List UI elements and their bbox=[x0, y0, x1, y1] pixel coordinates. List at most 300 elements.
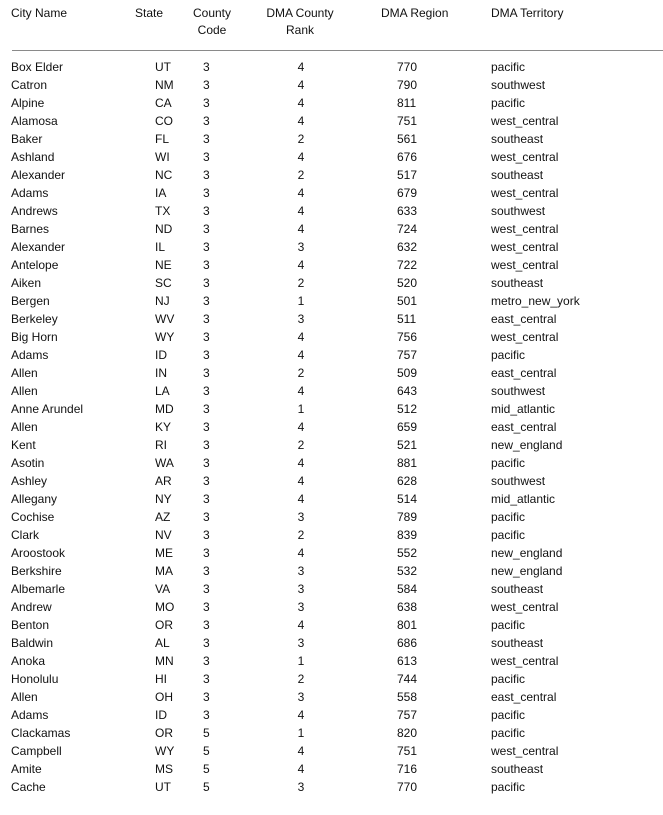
cell-state: HI bbox=[155, 672, 167, 686]
cell-city-name: Allen bbox=[11, 420, 38, 434]
table-row bbox=[0, 112, 663, 130]
table-row bbox=[0, 454, 663, 472]
cell-city-name: Andrew bbox=[11, 600, 52, 614]
cell-dma-region: 512 bbox=[397, 402, 418, 416]
cell-dma-territory: southeast bbox=[491, 132, 544, 146]
cell-dma-region: 638 bbox=[397, 600, 418, 614]
cell-city-name: Campbell bbox=[11, 744, 62, 758]
cell-dma-region: 790 bbox=[397, 78, 418, 92]
cell-dma-territory: east_central bbox=[491, 366, 557, 380]
cell-state: AZ bbox=[155, 510, 171, 524]
cell-county-code: 3 bbox=[203, 564, 210, 578]
cell-state: MN bbox=[155, 654, 174, 668]
cell-dma-county-rank: 4 bbox=[297, 384, 305, 398]
cell-state: CO bbox=[155, 114, 173, 128]
cell-dma-county-rank: 2 bbox=[297, 438, 305, 452]
cell-city-name: Baldwin bbox=[11, 636, 54, 650]
cell-dma-county-rank: 2 bbox=[297, 168, 305, 182]
table-row bbox=[0, 742, 663, 760]
cell-dma-county-rank: 4 bbox=[297, 114, 305, 128]
cell-dma-county-rank: 4 bbox=[297, 492, 305, 506]
cell-county-code: 3 bbox=[203, 708, 210, 722]
cell-dma-region: 628 bbox=[397, 474, 418, 488]
header-dma-region: DMA Region bbox=[381, 6, 449, 20]
cell-dma-territory: west_central bbox=[491, 240, 559, 254]
cell-dma-county-rank: 4 bbox=[297, 456, 305, 470]
cell-dma-region: 789 bbox=[397, 510, 418, 524]
table-row bbox=[0, 670, 663, 688]
cell-state: ND bbox=[155, 222, 173, 236]
cell-dma-region: 881 bbox=[397, 456, 418, 470]
cell-dma-county-rank: 3 bbox=[297, 510, 305, 524]
header-rank-line2: Rank bbox=[285, 23, 314, 37]
table-row bbox=[0, 418, 663, 436]
table-row bbox=[0, 94, 663, 112]
cell-state: UT bbox=[155, 780, 171, 794]
cell-county-code: 3 bbox=[203, 294, 210, 308]
cell-dma-county-rank: 4 bbox=[297, 204, 305, 218]
cell-dma-county-rank: 3 bbox=[297, 636, 305, 650]
cell-dma-territory: southeast bbox=[491, 582, 544, 596]
cell-state: LA bbox=[155, 384, 170, 398]
cell-city-name: Andrews bbox=[11, 204, 58, 218]
table-row bbox=[0, 382, 663, 400]
cell-dma-county-rank: 4 bbox=[297, 60, 305, 74]
cell-dma-county-rank: 4 bbox=[297, 546, 305, 560]
cell-dma-territory: pacific bbox=[491, 60, 526, 74]
table-row bbox=[0, 490, 663, 508]
cell-county-code: 3 bbox=[203, 204, 210, 218]
table-row bbox=[0, 364, 663, 382]
cell-dma-county-rank: 4 bbox=[297, 762, 305, 776]
cell-state: NM bbox=[155, 78, 174, 92]
cell-state: MS bbox=[155, 762, 173, 776]
cell-state: UT bbox=[155, 60, 171, 74]
cell-county-code: 3 bbox=[203, 618, 210, 632]
cell-city-name: Anne Arundel bbox=[11, 402, 84, 416]
cell-state: WV bbox=[155, 312, 175, 326]
cell-city-name: Box Elder bbox=[11, 60, 64, 74]
cell-county-code: 3 bbox=[203, 510, 210, 524]
cell-dma-territory: pacific bbox=[491, 96, 526, 110]
cell-county-code: 5 bbox=[203, 762, 210, 776]
cell-county-code: 3 bbox=[203, 114, 210, 128]
cell-dma-territory: west_central bbox=[491, 330, 559, 344]
cell-state: FL bbox=[155, 132, 170, 146]
table-row bbox=[0, 184, 663, 202]
cell-dma-region: 676 bbox=[397, 150, 418, 164]
header-county-code-line2: Code bbox=[197, 23, 227, 37]
cell-county-code: 3 bbox=[203, 312, 210, 326]
cell-dma-region: 716 bbox=[397, 762, 418, 776]
cell-county-code: 3 bbox=[203, 258, 210, 272]
cell-dma-county-rank: 1 bbox=[297, 294, 305, 308]
cell-state: RI bbox=[155, 438, 167, 452]
table-row bbox=[0, 148, 663, 166]
cell-county-code: 3 bbox=[203, 654, 210, 668]
table-row bbox=[0, 580, 663, 598]
cell-dma-territory: east_central bbox=[491, 312, 557, 326]
cell-dma-county-rank: 4 bbox=[297, 258, 305, 272]
cell-dma-county-rank: 3 bbox=[297, 780, 305, 794]
cell-state: OH bbox=[155, 690, 173, 704]
cell-dma-county-rank: 4 bbox=[297, 222, 305, 236]
cell-state: SC bbox=[155, 276, 172, 290]
cell-dma-region: 613 bbox=[397, 654, 418, 668]
cell-state: TX bbox=[155, 204, 171, 218]
cell-state: WY bbox=[155, 330, 175, 344]
cell-dma-territory: pacific bbox=[491, 456, 526, 470]
cell-state: KY bbox=[155, 420, 172, 434]
cell-city-name: Barnes bbox=[11, 222, 50, 236]
cell-state: AL bbox=[155, 636, 170, 650]
table-row bbox=[0, 328, 663, 346]
cell-dma-territory: mid_atlantic bbox=[491, 402, 556, 416]
cell-state: IA bbox=[155, 186, 167, 200]
cell-county-code: 5 bbox=[203, 780, 210, 794]
cell-dma-county-rank: 2 bbox=[297, 672, 305, 686]
header-dma-county-rank bbox=[260, 5, 340, 39]
cell-dma-territory: new_england bbox=[491, 438, 563, 452]
cell-dma-region: 744 bbox=[397, 672, 418, 686]
cell-county-code: 3 bbox=[203, 60, 210, 74]
cell-state: IN bbox=[155, 366, 167, 380]
cell-dma-county-rank: 4 bbox=[297, 78, 305, 92]
cell-state: MD bbox=[155, 402, 174, 416]
cell-county-code: 3 bbox=[203, 438, 210, 452]
table-row bbox=[0, 616, 663, 634]
table-row bbox=[0, 76, 663, 94]
cell-dma-territory: new_england bbox=[491, 546, 563, 560]
header-city-name: City Name bbox=[11, 6, 68, 20]
table-row bbox=[0, 544, 663, 562]
cell-city-name: Allen bbox=[11, 366, 38, 380]
cell-city-name: Clark bbox=[11, 528, 40, 542]
cell-dma-territory: west_central bbox=[491, 600, 559, 614]
cell-dma-region: 811 bbox=[397, 96, 417, 110]
cell-county-code: 3 bbox=[203, 132, 210, 146]
cell-dma-region: 561 bbox=[397, 132, 418, 146]
cell-county-code: 3 bbox=[203, 222, 210, 236]
cell-city-name: Allegany bbox=[11, 492, 58, 506]
cell-dma-region: 751 bbox=[397, 114, 418, 128]
table-row bbox=[0, 310, 663, 328]
cell-city-name: Allen bbox=[11, 690, 38, 704]
cell-county-code: 3 bbox=[203, 168, 210, 182]
cell-county-code: 3 bbox=[203, 240, 210, 254]
cell-state: MA bbox=[155, 564, 173, 578]
cell-dma-county-rank: 4 bbox=[297, 150, 305, 164]
cell-state: ID bbox=[155, 348, 167, 362]
cell-dma-territory: pacific bbox=[491, 510, 526, 524]
cell-dma-county-rank: 3 bbox=[297, 600, 305, 614]
cell-dma-county-rank: 4 bbox=[297, 618, 305, 632]
cell-dma-county-rank: 3 bbox=[297, 564, 305, 578]
table-row bbox=[0, 256, 663, 274]
cell-city-name: Adams bbox=[11, 708, 49, 722]
table-row bbox=[0, 436, 663, 454]
cell-dma-territory: new_england bbox=[491, 564, 563, 578]
table-row bbox=[0, 274, 663, 292]
table-row bbox=[0, 724, 663, 742]
cell-dma-region: 724 bbox=[397, 222, 418, 236]
cell-dma-territory: west_central bbox=[491, 150, 559, 164]
cell-city-name: Kent bbox=[11, 438, 36, 452]
cell-dma-region: 770 bbox=[397, 60, 418, 74]
table-header bbox=[0, 5, 663, 45]
cell-dma-county-rank: 3 bbox=[297, 690, 305, 704]
cell-city-name: Bergen bbox=[11, 294, 50, 308]
cell-city-name: Asotin bbox=[11, 456, 45, 470]
cell-city-name: Ashley bbox=[11, 474, 48, 488]
cell-dma-region: 633 bbox=[397, 204, 418, 218]
cell-dma-territory: pacific bbox=[491, 780, 526, 794]
cell-dma-territory: pacific bbox=[491, 726, 526, 740]
cell-dma-county-rank: 3 bbox=[297, 240, 305, 254]
cell-county-code: 3 bbox=[203, 330, 210, 344]
cell-county-code: 3 bbox=[203, 492, 210, 506]
table-row bbox=[0, 778, 663, 796]
cell-city-name: Berkshire bbox=[11, 564, 62, 578]
cell-state: NE bbox=[155, 258, 172, 272]
cell-county-code: 3 bbox=[203, 186, 210, 200]
cell-dma-territory: southwest bbox=[491, 78, 546, 92]
cell-city-name: Amite bbox=[11, 762, 42, 776]
cell-dma-region: 632 bbox=[397, 240, 418, 254]
cell-dma-county-rank: 4 bbox=[297, 708, 305, 722]
cell-dma-county-rank: 3 bbox=[297, 312, 305, 326]
cell-state: WY bbox=[155, 744, 175, 758]
cell-dma-region: 839 bbox=[397, 528, 418, 542]
cell-dma-territory: west_central bbox=[491, 258, 559, 272]
cell-state: MO bbox=[155, 600, 175, 614]
cell-state: ME bbox=[155, 546, 173, 560]
cell-dma-territory: east_central bbox=[491, 690, 557, 704]
cell-city-name: Berkeley bbox=[11, 312, 58, 326]
cell-dma-territory: west_central bbox=[491, 654, 559, 668]
cell-city-name: Cochise bbox=[11, 510, 55, 524]
cell-county-code: 3 bbox=[203, 402, 210, 416]
cell-state: NV bbox=[155, 528, 172, 542]
table-row bbox=[0, 130, 663, 148]
table-row bbox=[0, 220, 663, 238]
cell-dma-territory: west_central bbox=[491, 222, 559, 236]
table-row bbox=[0, 562, 663, 580]
cell-dma-territory: pacific bbox=[491, 528, 526, 542]
cell-county-code: 3 bbox=[203, 420, 210, 434]
cell-dma-territory: metro_new_york bbox=[491, 294, 580, 308]
cell-county-code: 3 bbox=[203, 150, 210, 164]
cell-dma-territory: pacific bbox=[491, 708, 526, 722]
cell-county-code: 3 bbox=[203, 348, 210, 362]
cell-county-code: 3 bbox=[203, 456, 210, 470]
cell-dma-county-rank: 1 bbox=[297, 726, 305, 740]
cell-dma-territory: pacific bbox=[491, 672, 526, 686]
cell-dma-region: 757 bbox=[397, 348, 418, 362]
cell-dma-county-rank: 4 bbox=[297, 330, 305, 344]
cell-dma-region: 501 bbox=[397, 294, 418, 308]
table-row bbox=[0, 688, 663, 706]
cell-dma-region: 751 bbox=[397, 744, 418, 758]
table-row bbox=[0, 292, 663, 310]
cell-state: AR bbox=[155, 474, 172, 488]
cell-state: ID bbox=[155, 708, 167, 722]
cell-city-name: Baker bbox=[11, 132, 43, 146]
cell-state: NJ bbox=[155, 294, 170, 308]
cell-city-name: Benton bbox=[11, 618, 50, 632]
cell-state: OR bbox=[155, 726, 173, 740]
cell-dma-region: 679 bbox=[397, 186, 418, 200]
table-row bbox=[0, 706, 663, 724]
cell-dma-county-rank: 4 bbox=[297, 96, 305, 110]
cell-dma-region: 686 bbox=[397, 636, 418, 650]
cell-dma-territory: southwest bbox=[491, 474, 546, 488]
cell-city-name: Ashland bbox=[11, 150, 55, 164]
cell-city-name: Aroostook bbox=[11, 546, 66, 560]
cell-dma-county-rank: 4 bbox=[297, 420, 305, 434]
cell-county-code: 3 bbox=[203, 528, 210, 542]
cell-city-name: Clackamas bbox=[11, 726, 71, 740]
cell-dma-county-rank: 4 bbox=[297, 186, 305, 200]
cell-county-code: 3 bbox=[203, 546, 210, 560]
cell-city-name: Antelope bbox=[11, 258, 59, 272]
cell-state: NY bbox=[155, 492, 172, 506]
cell-county-code: 3 bbox=[203, 78, 210, 92]
cell-dma-territory: west_central bbox=[491, 114, 559, 128]
cell-county-code: 3 bbox=[203, 276, 210, 290]
table-row bbox=[0, 238, 663, 256]
cell-dma-county-rank: 2 bbox=[297, 528, 305, 542]
cell-dma-territory: east_central bbox=[491, 420, 557, 434]
cell-state: NC bbox=[155, 168, 173, 182]
table-row bbox=[0, 760, 663, 778]
cell-dma-region: 532 bbox=[397, 564, 418, 578]
cell-dma-region: 558 bbox=[397, 690, 418, 704]
table-row bbox=[0, 202, 663, 220]
cell-state: WI bbox=[155, 150, 170, 164]
cell-county-code: 5 bbox=[203, 744, 210, 758]
header-county-code bbox=[192, 5, 232, 39]
cell-state: WA bbox=[155, 456, 174, 470]
cell-dma-territory: southwest bbox=[491, 384, 546, 398]
cell-dma-region: 722 bbox=[397, 258, 418, 272]
cell-city-name: Honolulu bbox=[11, 672, 59, 686]
cell-dma-territory: pacific bbox=[491, 348, 526, 362]
cell-dma-region: 520 bbox=[397, 276, 418, 290]
cell-dma-county-rank: 4 bbox=[297, 474, 305, 488]
cell-dma-county-rank: 2 bbox=[297, 276, 305, 290]
cell-dma-county-rank: 1 bbox=[297, 402, 305, 416]
cell-dma-region: 552 bbox=[397, 546, 418, 560]
cell-city-name: Alexander bbox=[11, 168, 66, 182]
cell-city-name: Anoka bbox=[11, 654, 46, 668]
cell-dma-region: 801 bbox=[397, 618, 418, 632]
cell-city-name: Alamosa bbox=[11, 114, 58, 128]
table-row bbox=[0, 598, 663, 616]
cell-dma-territory: west_central bbox=[491, 744, 559, 758]
cell-city-name: Big Horn bbox=[11, 330, 58, 344]
cell-county-code: 3 bbox=[203, 96, 210, 110]
cell-state: VA bbox=[155, 582, 171, 596]
cell-dma-region: 514 bbox=[397, 492, 418, 506]
table-row bbox=[0, 58, 663, 76]
cell-county-code: 3 bbox=[203, 582, 210, 596]
cell-dma-county-rank: 4 bbox=[297, 348, 305, 362]
header-dma-territory: DMA Territory bbox=[491, 6, 564, 20]
cell-city-name: Catron bbox=[11, 78, 48, 92]
cell-city-name: Adams bbox=[11, 348, 49, 362]
header-divider bbox=[12, 50, 663, 51]
table-body bbox=[0, 58, 663, 796]
cell-dma-region: 511 bbox=[397, 312, 417, 326]
cell-county-code: 3 bbox=[203, 672, 210, 686]
table-row bbox=[0, 634, 663, 652]
cell-dma-territory: southeast bbox=[491, 276, 544, 290]
cell-city-name: Alexander bbox=[11, 240, 66, 254]
cell-dma-region: 757 bbox=[397, 708, 418, 722]
cell-dma-territory: southwest bbox=[491, 204, 546, 218]
cell-dma-county-rank: 2 bbox=[297, 366, 305, 380]
cell-dma-county-rank: 1 bbox=[297, 654, 305, 668]
cell-county-code: 3 bbox=[203, 474, 210, 488]
cell-state: CA bbox=[155, 96, 172, 110]
table-row bbox=[0, 526, 663, 544]
cell-city-name: Albemarle bbox=[11, 582, 66, 596]
header-county-code-line1: County bbox=[192, 6, 232, 20]
cell-county-code: 3 bbox=[203, 636, 210, 650]
cell-city-name: Aiken bbox=[11, 276, 42, 290]
cell-dma-region: 643 bbox=[397, 384, 418, 398]
cell-dma-county-rank: 2 bbox=[297, 132, 305, 146]
table-row bbox=[0, 400, 663, 418]
table-row bbox=[0, 508, 663, 526]
cell-dma-region: 521 bbox=[397, 438, 418, 452]
cell-city-name: Adams bbox=[11, 186, 49, 200]
header-rank-line1: DMA County bbox=[266, 6, 334, 20]
cell-dma-territory: west_central bbox=[491, 186, 559, 200]
cell-city-name: Cache bbox=[11, 780, 46, 794]
cell-county-code: 3 bbox=[203, 690, 210, 704]
cell-dma-territory: southeast bbox=[491, 168, 544, 182]
cell-county-code: 3 bbox=[203, 366, 210, 380]
cell-county-code: 5 bbox=[203, 726, 210, 740]
table-row bbox=[0, 472, 663, 490]
cell-dma-territory: mid_atlantic bbox=[491, 492, 556, 506]
cell-dma-region: 584 bbox=[397, 582, 418, 596]
cell-dma-region: 770 bbox=[397, 780, 418, 794]
cell-dma-territory: southeast bbox=[491, 636, 544, 650]
table-row bbox=[0, 652, 663, 670]
cell-dma-region: 756 bbox=[397, 330, 418, 344]
table-row bbox=[0, 346, 663, 364]
cell-dma-region: 509 bbox=[397, 366, 418, 380]
cell-dma-territory: southeast bbox=[491, 762, 544, 776]
cell-dma-territory: pacific bbox=[491, 618, 526, 632]
table-row bbox=[0, 166, 663, 184]
cell-state: OR bbox=[155, 618, 173, 632]
cell-dma-region: 820 bbox=[397, 726, 418, 740]
cell-city-name: Alpine bbox=[11, 96, 45, 110]
cell-county-code: 3 bbox=[203, 384, 210, 398]
cell-dma-region: 659 bbox=[397, 420, 418, 434]
cell-dma-region: 517 bbox=[397, 168, 418, 182]
cell-state: IL bbox=[155, 240, 166, 254]
cell-city-name: Allen bbox=[11, 384, 38, 398]
cell-dma-county-rank: 3 bbox=[297, 582, 305, 596]
cell-dma-county-rank: 4 bbox=[297, 744, 305, 758]
cell-county-code: 3 bbox=[203, 600, 210, 614]
header-state: State bbox=[135, 6, 164, 20]
